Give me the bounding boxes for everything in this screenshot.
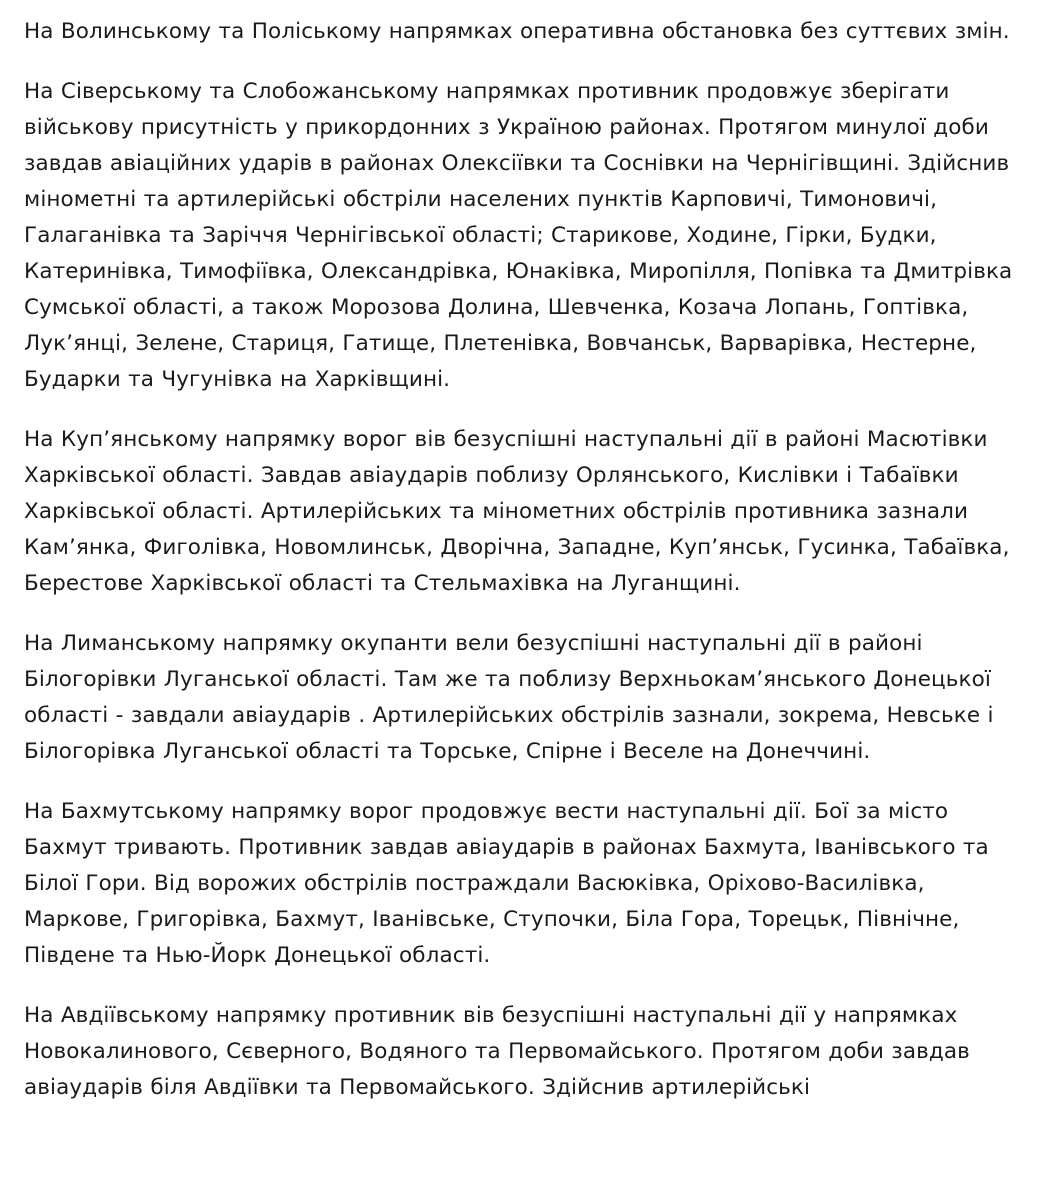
paragraph-bakhmut: На Бахмутському напрямку ворог продовжує вести наступальні дії. Бої за місто Бахмут тривають. Противник завдав авіаударів в районах Бахмута, Іванівського та Білої Гори. Від ворожих обстрілів постраждали Васюківка, Оріхово-Василівка, Маркове, Григорівка, Бахмут, Іванівське, Ступочки, Біла Гора, Торецьк, Північне, Південе та Нью-Йорк Донецької області. [24, 799, 989, 968]
paragraph-kupiansk: На Куп’янському напрямку ворог вів безуспішні наступальні дії в районі Масютівки Харківської області. Завдав авіаударів поблизу Орлянського, Кислівки і Табаївки Харківської області. Артилерійських та мінометних обстрілів противника зазнали Кам’янка, Фиголівка, Новомлинськ, Дворічна, Западне, Куп’янськ, Гусинка, Табаївка, Берестове Харківської області та Стельмахівка на Луганщині. [24, 427, 1010, 596]
paragraph-avdiivka: На Авдіївському напрямку противник вів безуспішні наступальні дії у напрямках Новокалинового, Сєверного, Водяного та Первомайського. Протягом доби завдав авіаударів біля Авдіївки та Первомайського. Здійснив артилерійські [24, 1003, 970, 1100]
paragraph-siversk-slobozhansk: На Сіверському та Слобожанському напрямках противник продовжує зберігати військову присутність у прикордонних з Україною районах. Протягом минулої доби завдав авіаційних ударів в районах Олексіївки та Соснівки на Чернігівщині. Здійснив мінометні та артилерійські обстріли населених пунктів Карповичі, Тимоновичі, Галаганівка та Заріччя Чернігівської області; Старикове, Ходине, Гірки, Будки, Катеринівка, Тимофіївка, Олександрівка, Юнаківка, Миропілля, Попівка та Дмитрівка Сумської області, а також Морозова Долина, Шевченка, Козача Лопань, Гоптівка, Лук’янці, Зелене, Стариця, Гатище, Плетенівка, Вовчанськ, Варварівка, Нестерне, Бударки та Чугунівка на Харківщині. [24, 79, 1013, 392]
paragraph-volyn-polissia: На Волинському та Поліському напрямках оперативна обстановка без суттєвих змін. [24, 19, 1010, 44]
paragraph-lyman: На Лиманському напрямку окупанти вели безуспішні наступальні дії в районі Білогорівки Луганської області. Там же та поблизу Верхньокам’янського Донецької області - завдали авіаударів . Артилерійських обстрілів зазнали, зокрема, Невське і Білогорівка Луганської області та Торське, Спірне і Веселе на Донеччині. [24, 631, 994, 764]
